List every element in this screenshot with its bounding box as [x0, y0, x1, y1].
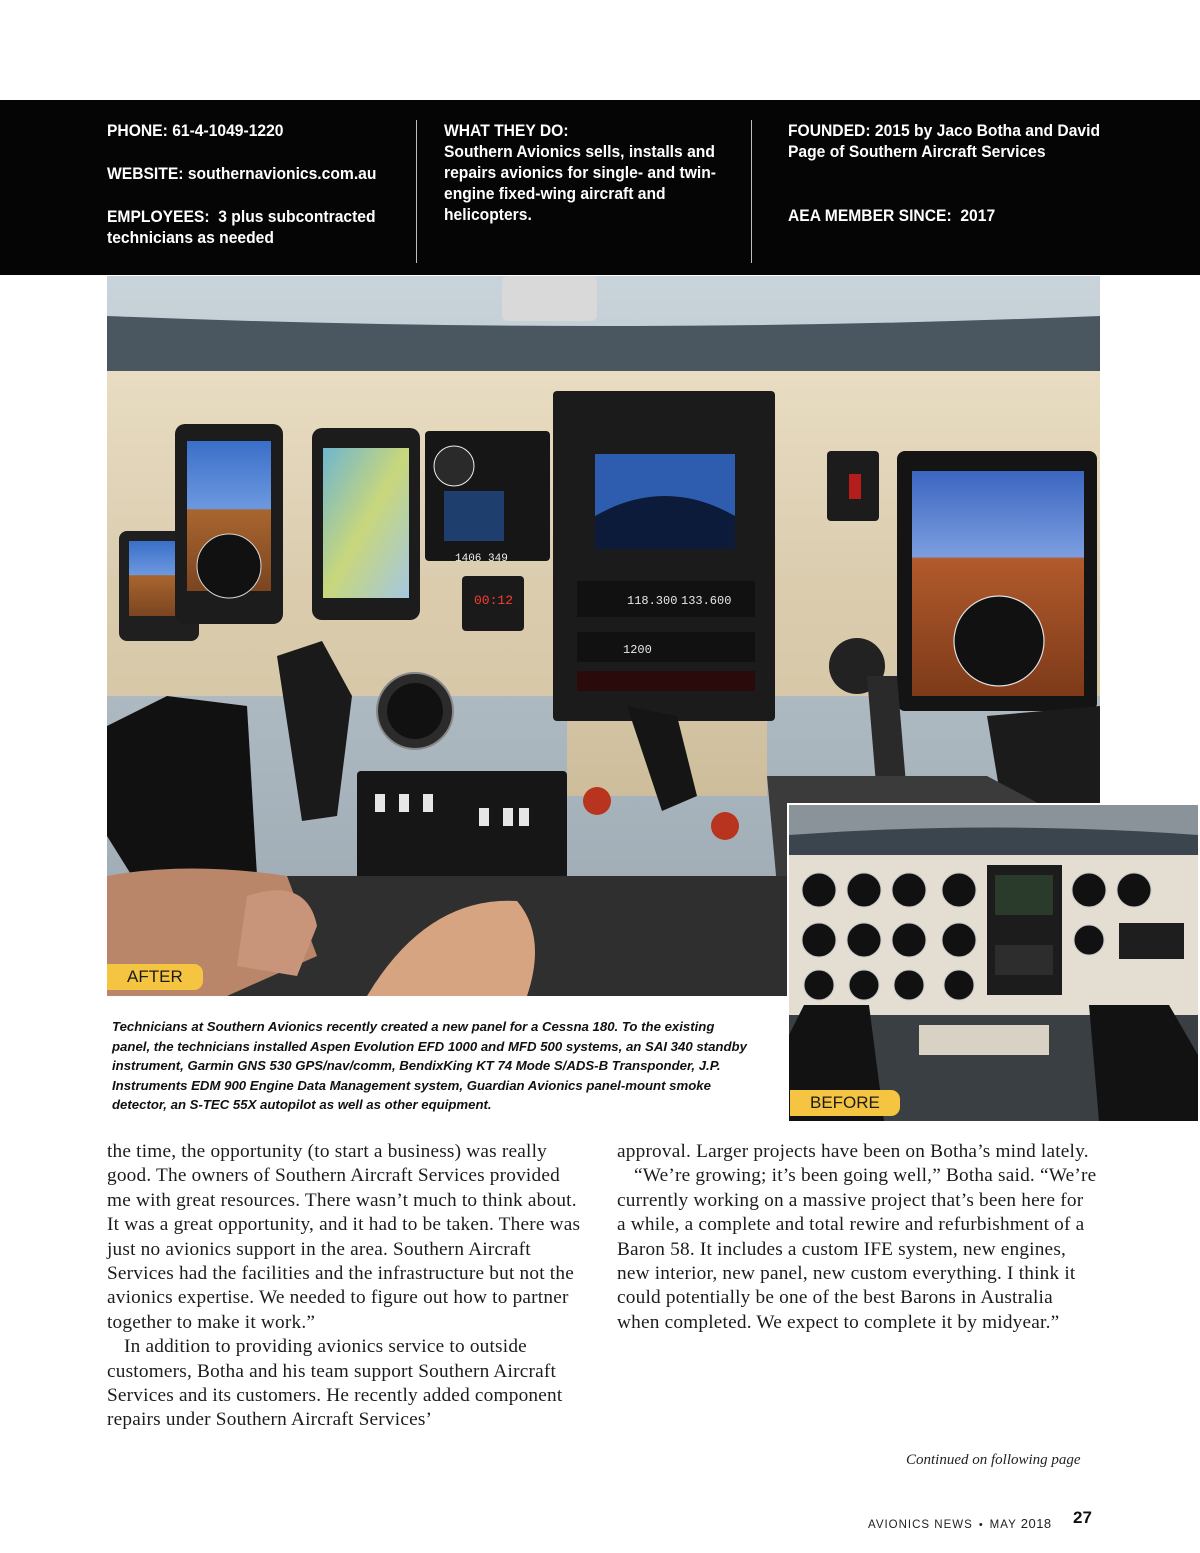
member-value: 2017 — [960, 206, 996, 225]
employees-line — [107, 206, 392, 248]
timer-readout: 00:12 — [474, 593, 514, 608]
info-divider — [751, 120, 752, 263]
member-label: AEA MEMBER SINCE: — [788, 206, 952, 225]
employees-value: 3 plus subcontracted technicians as needed — [107, 207, 376, 247]
body-column-right — [617, 1140, 1097, 1335]
issue-month: MAY — [989, 1519, 1017, 1531]
body-paragraph: approval. Larger projects have been on Botha’s mind lately. — [617, 1141, 1089, 1162]
cockpit-before-illustration — [789, 805, 1198, 1121]
what-label: WHAT THEY DO: — [444, 121, 569, 140]
photo-caption: Technicians at Southern Avionics recently created a new panel for a Cessna 180. To the existing panel, the technicians installed Aspen Evolution EFD 1000 and MFD 500 systems, an SAI 340 standby instrument, Garmin GNS 530 GPS/nav/comm, BendixKing KT 74 Mode S/ADS-B Transponder, J.P. Instruments EDM 900 Engine Data Management system, Guardian Avionics panel-mount smoke detector, an S-TEC 55X autopilot as well as other equipment. — [112, 1019, 747, 1113]
com-frequency: 118.300 — [627, 594, 678, 608]
continued-note: Continued on following page — [906, 1452, 1081, 1468]
body-paragraph: In addition to providing avionics service to outside customers, Botha and his team support Southern Aircraft Services and its customers. He recently added component repairs under Southern Aircraft Services’ — [107, 1336, 563, 1431]
info-column-what — [444, 120, 720, 225]
company-info-bar — [0, 100, 1200, 275]
page-number: 27 — [1073, 1508, 1092, 1527]
nav-frequency: 133.600 — [681, 594, 732, 608]
phone-label: PHONE: — [107, 121, 168, 140]
website-value: southernavionics.com.au — [187, 164, 377, 183]
founded-line — [788, 120, 1119, 162]
phone-value: 61-4-1049-1220 — [172, 121, 284, 140]
founded-value: 2015 by Jaco Botha and David Page of Southern Aircraft Services — [788, 121, 1101, 161]
body-paragraph: “We’re growing; it’s been going well,” Botha said. “We’re currently working on a massive project that’s been here for a while, a complete and total rewire and refurbishment of a Baron 58. It includes a custom IFE system, new engines, new interior, new panel, new custom everything. I think it could potentially be one of the best Barons in Australia when completed. We expect to complete it by midyear.” — [617, 1165, 1097, 1333]
employees-label: EMPLOYEES: — [107, 207, 210, 226]
issue-year: 2018 — [1020, 1516, 1052, 1531]
before-panel-photo — [787, 803, 1200, 1123]
website-line — [107, 163, 392, 184]
info-divider — [416, 120, 417, 263]
page-footer — [868, 1516, 1052, 1531]
before-tag: BEFORE — [790, 1090, 900, 1116]
body-paragraph: the time, the opportunity (to start a business) was really good. The owners of Southern Aircraft Services provided me with great resources. There wasn’t much to think about. It was a great opportunity, and it had to be taken. There was just no avionics support in the area. Southern Aircraft Services had the facilities and the infrastructure but not the avionics expertise. We needed to figure out how to partner together to make it work.” — [107, 1141, 581, 1333]
engine-readout: 1406 349 — [455, 553, 508, 565]
magazine-name: AVIONICS NEWS — [868, 1519, 973, 1531]
after-tag: AFTER — [107, 964, 203, 990]
body-column-left — [107, 1140, 587, 1433]
member-line — [788, 205, 1119, 226]
what-value: Southern Avionics sells, installs and repairs avionics for single- and twin-engine fixed-wing aircraft and helicopters. — [444, 142, 717, 224]
phone-line — [107, 120, 392, 141]
info-column-contact — [107, 120, 392, 248]
footer-bullet: • — [978, 1519, 984, 1531]
website-label: WEBSITE: — [107, 164, 184, 183]
founded-label: FOUNDED: — [788, 121, 871, 140]
transponder-code: 1200 — [623, 643, 652, 657]
info-column-founded — [788, 120, 1119, 226]
